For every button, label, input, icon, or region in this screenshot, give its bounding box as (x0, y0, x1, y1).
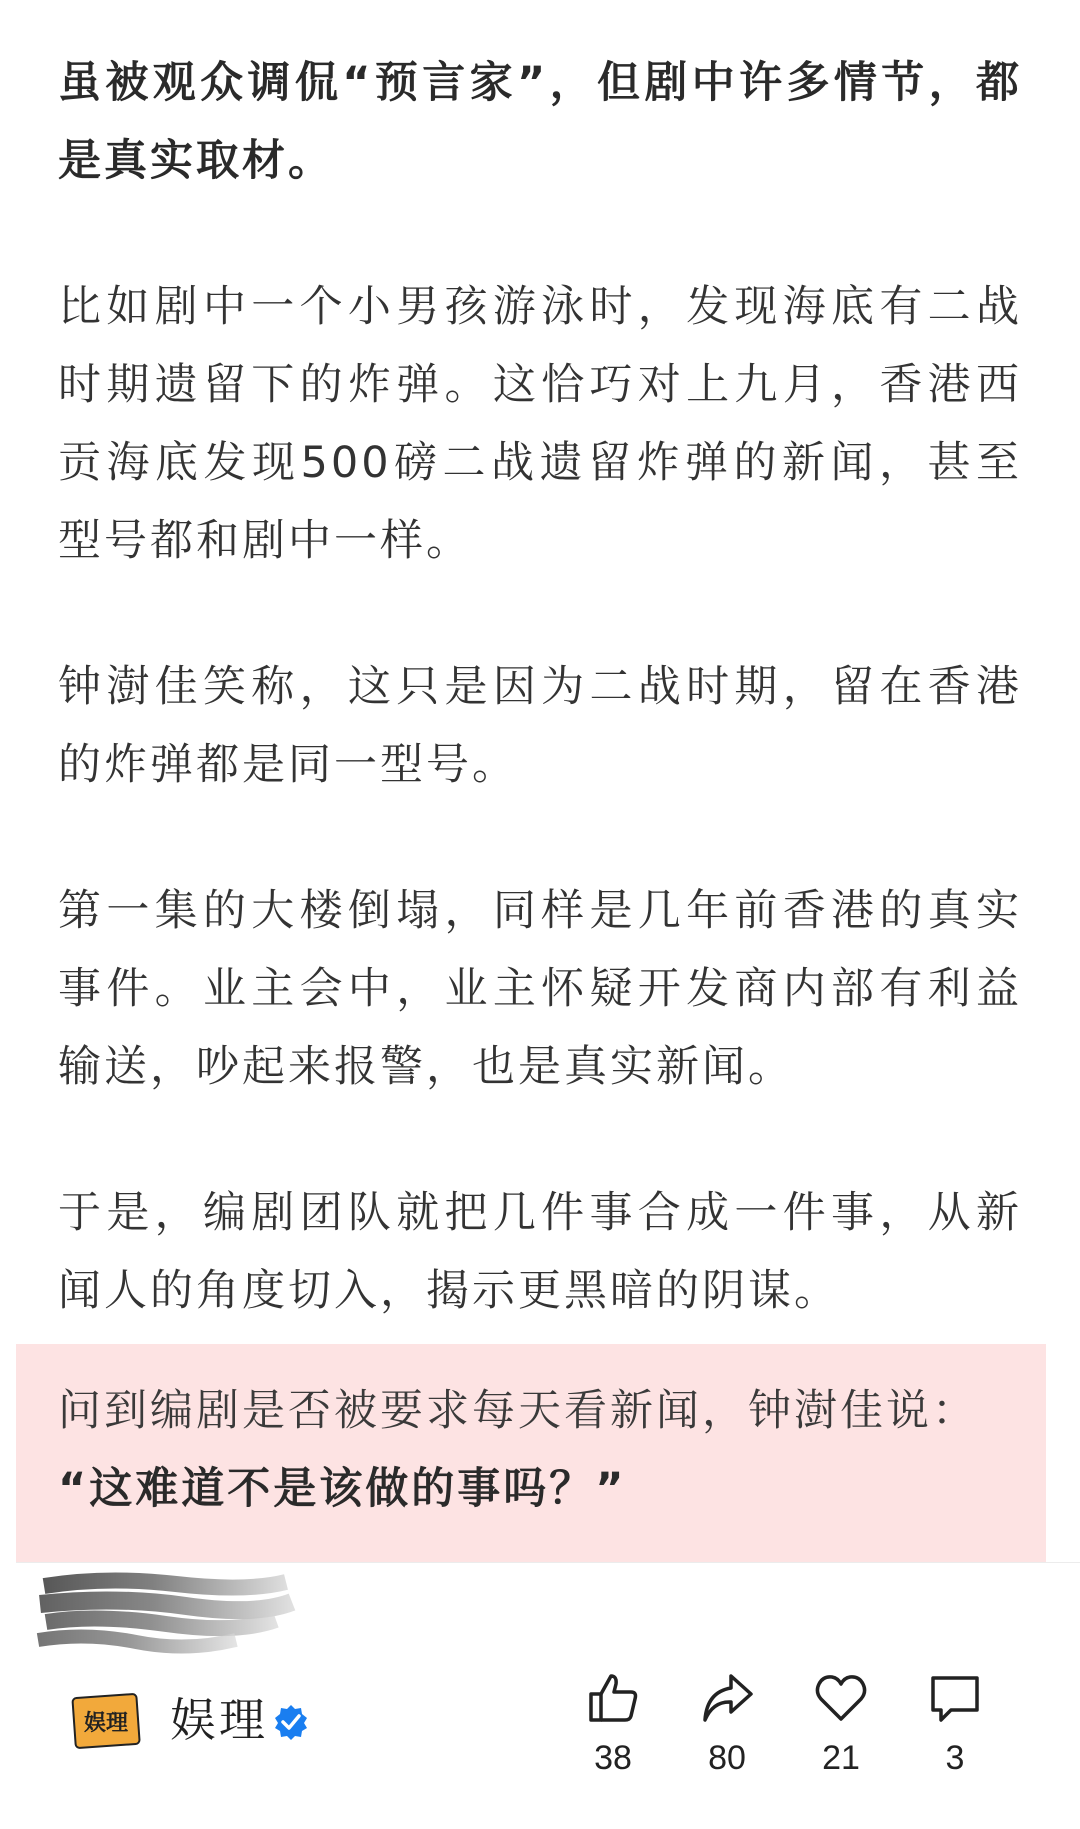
comment-icon (927, 1670, 983, 1726)
post-footer (0, 1660, 1080, 1829)
favorite-button[interactable] (796, 1670, 886, 1778)
thumbs-up-icon (585, 1670, 641, 1726)
article-paragraph-4: 第一集的大楼倒塌，同样是几年前香港的真实事件。业主会中，业主怀疑开发商内部有利益输送，吵起来报警，也是真实新闻。 (58, 886, 1022, 1092)
highlight-question: 问到编剧是否被要求每天看新闻，钟澍佳说： (58, 1386, 978, 1436)
author-avatar[interactable] (70, 1690, 142, 1750)
divider (16, 1562, 1080, 1563)
verified-badge-icon (272, 1703, 310, 1741)
comment-button[interactable] (910, 1670, 1000, 1778)
share-count: 80 (708, 1739, 746, 1777)
favorite-count: 21 (822, 1739, 860, 1777)
heart-icon (813, 1670, 869, 1726)
like-button[interactable] (568, 1670, 658, 1778)
author-name[interactable]: 娱理 (170, 1693, 268, 1747)
article-paragraph-3: 钟澍佳笑称，这只是因为二战时期，留在香港的炸弹都是同一型号。 (58, 662, 1022, 790)
highlight-block (16, 1344, 1046, 1562)
share-button[interactable] (682, 1670, 772, 1778)
article-paragraph-2: 比如剧中一个小男孩游泳时，发现海底有二战时期遗留下的炸弹。这恰巧对上九月，香港西贡海底发现500磅二战遗留炸弹的新闻，甚至型号都和剧中一样。 (58, 282, 1022, 566)
comment-count: 3 (945, 1739, 965, 1777)
article-paragraph-1: 虽被观众调侃“预言家”，但剧中许多情节，都是真实取材。 (58, 58, 1022, 186)
share-icon (699, 1670, 755, 1726)
highlight-quote: “这难道不是该做的事吗？” (58, 1464, 627, 1514)
article-paragraph-5: 于是，编剧团队就把几件事合成一件事，从新闻人的角度切入，揭示更黑暗的阴谋。 (58, 1188, 1022, 1316)
article-body (58, 44, 1022, 1398)
like-count: 38 (594, 1739, 632, 1777)
avatar-text: 娱理 (83, 1711, 129, 1736)
redaction-scribble (36, 1570, 296, 1658)
